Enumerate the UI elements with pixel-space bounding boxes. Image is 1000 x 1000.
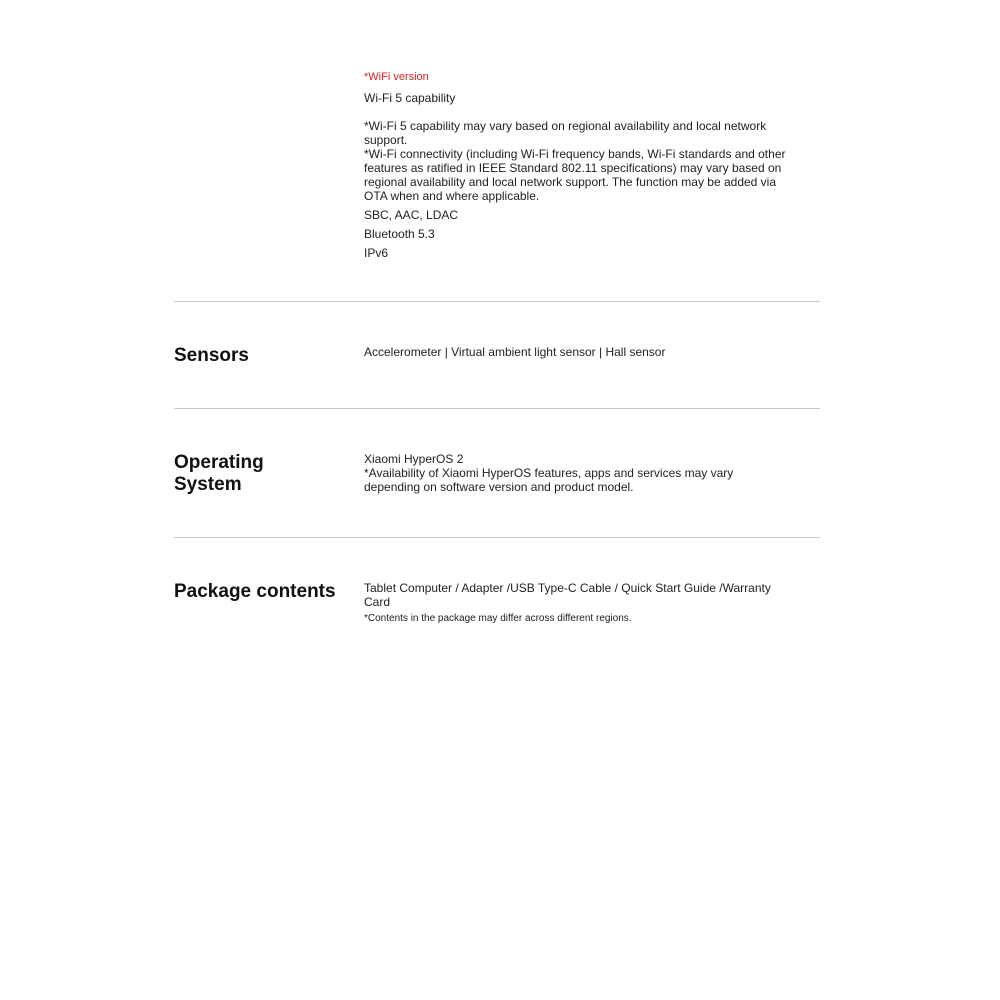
package-note: *Contents in the package may differ across different regions. <box>364 613 632 624</box>
audio-codecs-value: SBC, AAC, LDAC <box>364 208 459 222</box>
wifi-capability-note: *Wi-Fi 5 capability may vary based on regional availability and local network support. <box>364 119 767 147</box>
sensors-value: Accelerometer | Virtual ambient light sensor | Hall sensor <box>364 345 666 359</box>
os-title: Operating System <box>174 452 264 495</box>
wifi-version-label: *WiFi version <box>364 71 429 83</box>
package-value: Tablet Computer / Adapter /USB Type-C Cable / Quick Start Guide /Warranty Card <box>364 581 771 609</box>
section-divider <box>174 408 820 409</box>
wifi-connectivity-note: *Wi-Fi connectivity (including Wi-Fi frequency bands, Wi-Fi standards and other features as ratified in IEEE Standard 802.11 specifications) may vary based on regional availability and local network support. The function may be added via OTA when and where applicable. <box>364 147 786 203</box>
sensors-title: Sensors <box>174 345 249 366</box>
os-value: Xiaomi HyperOS 2 <box>364 452 464 466</box>
wifi-capability-value: Wi-Fi 5 capability <box>364 91 456 105</box>
package-title: Package contents <box>174 581 336 602</box>
ip-value: IPv6 <box>364 246 389 260</box>
section-divider <box>174 301 820 302</box>
os-note: *Availability of Xiaomi HyperOS features, apps and services may vary depending on software version and product model. <box>364 466 734 494</box>
section-divider <box>174 537 820 538</box>
bluetooth-value: Bluetooth 5.3 <box>364 227 435 241</box>
